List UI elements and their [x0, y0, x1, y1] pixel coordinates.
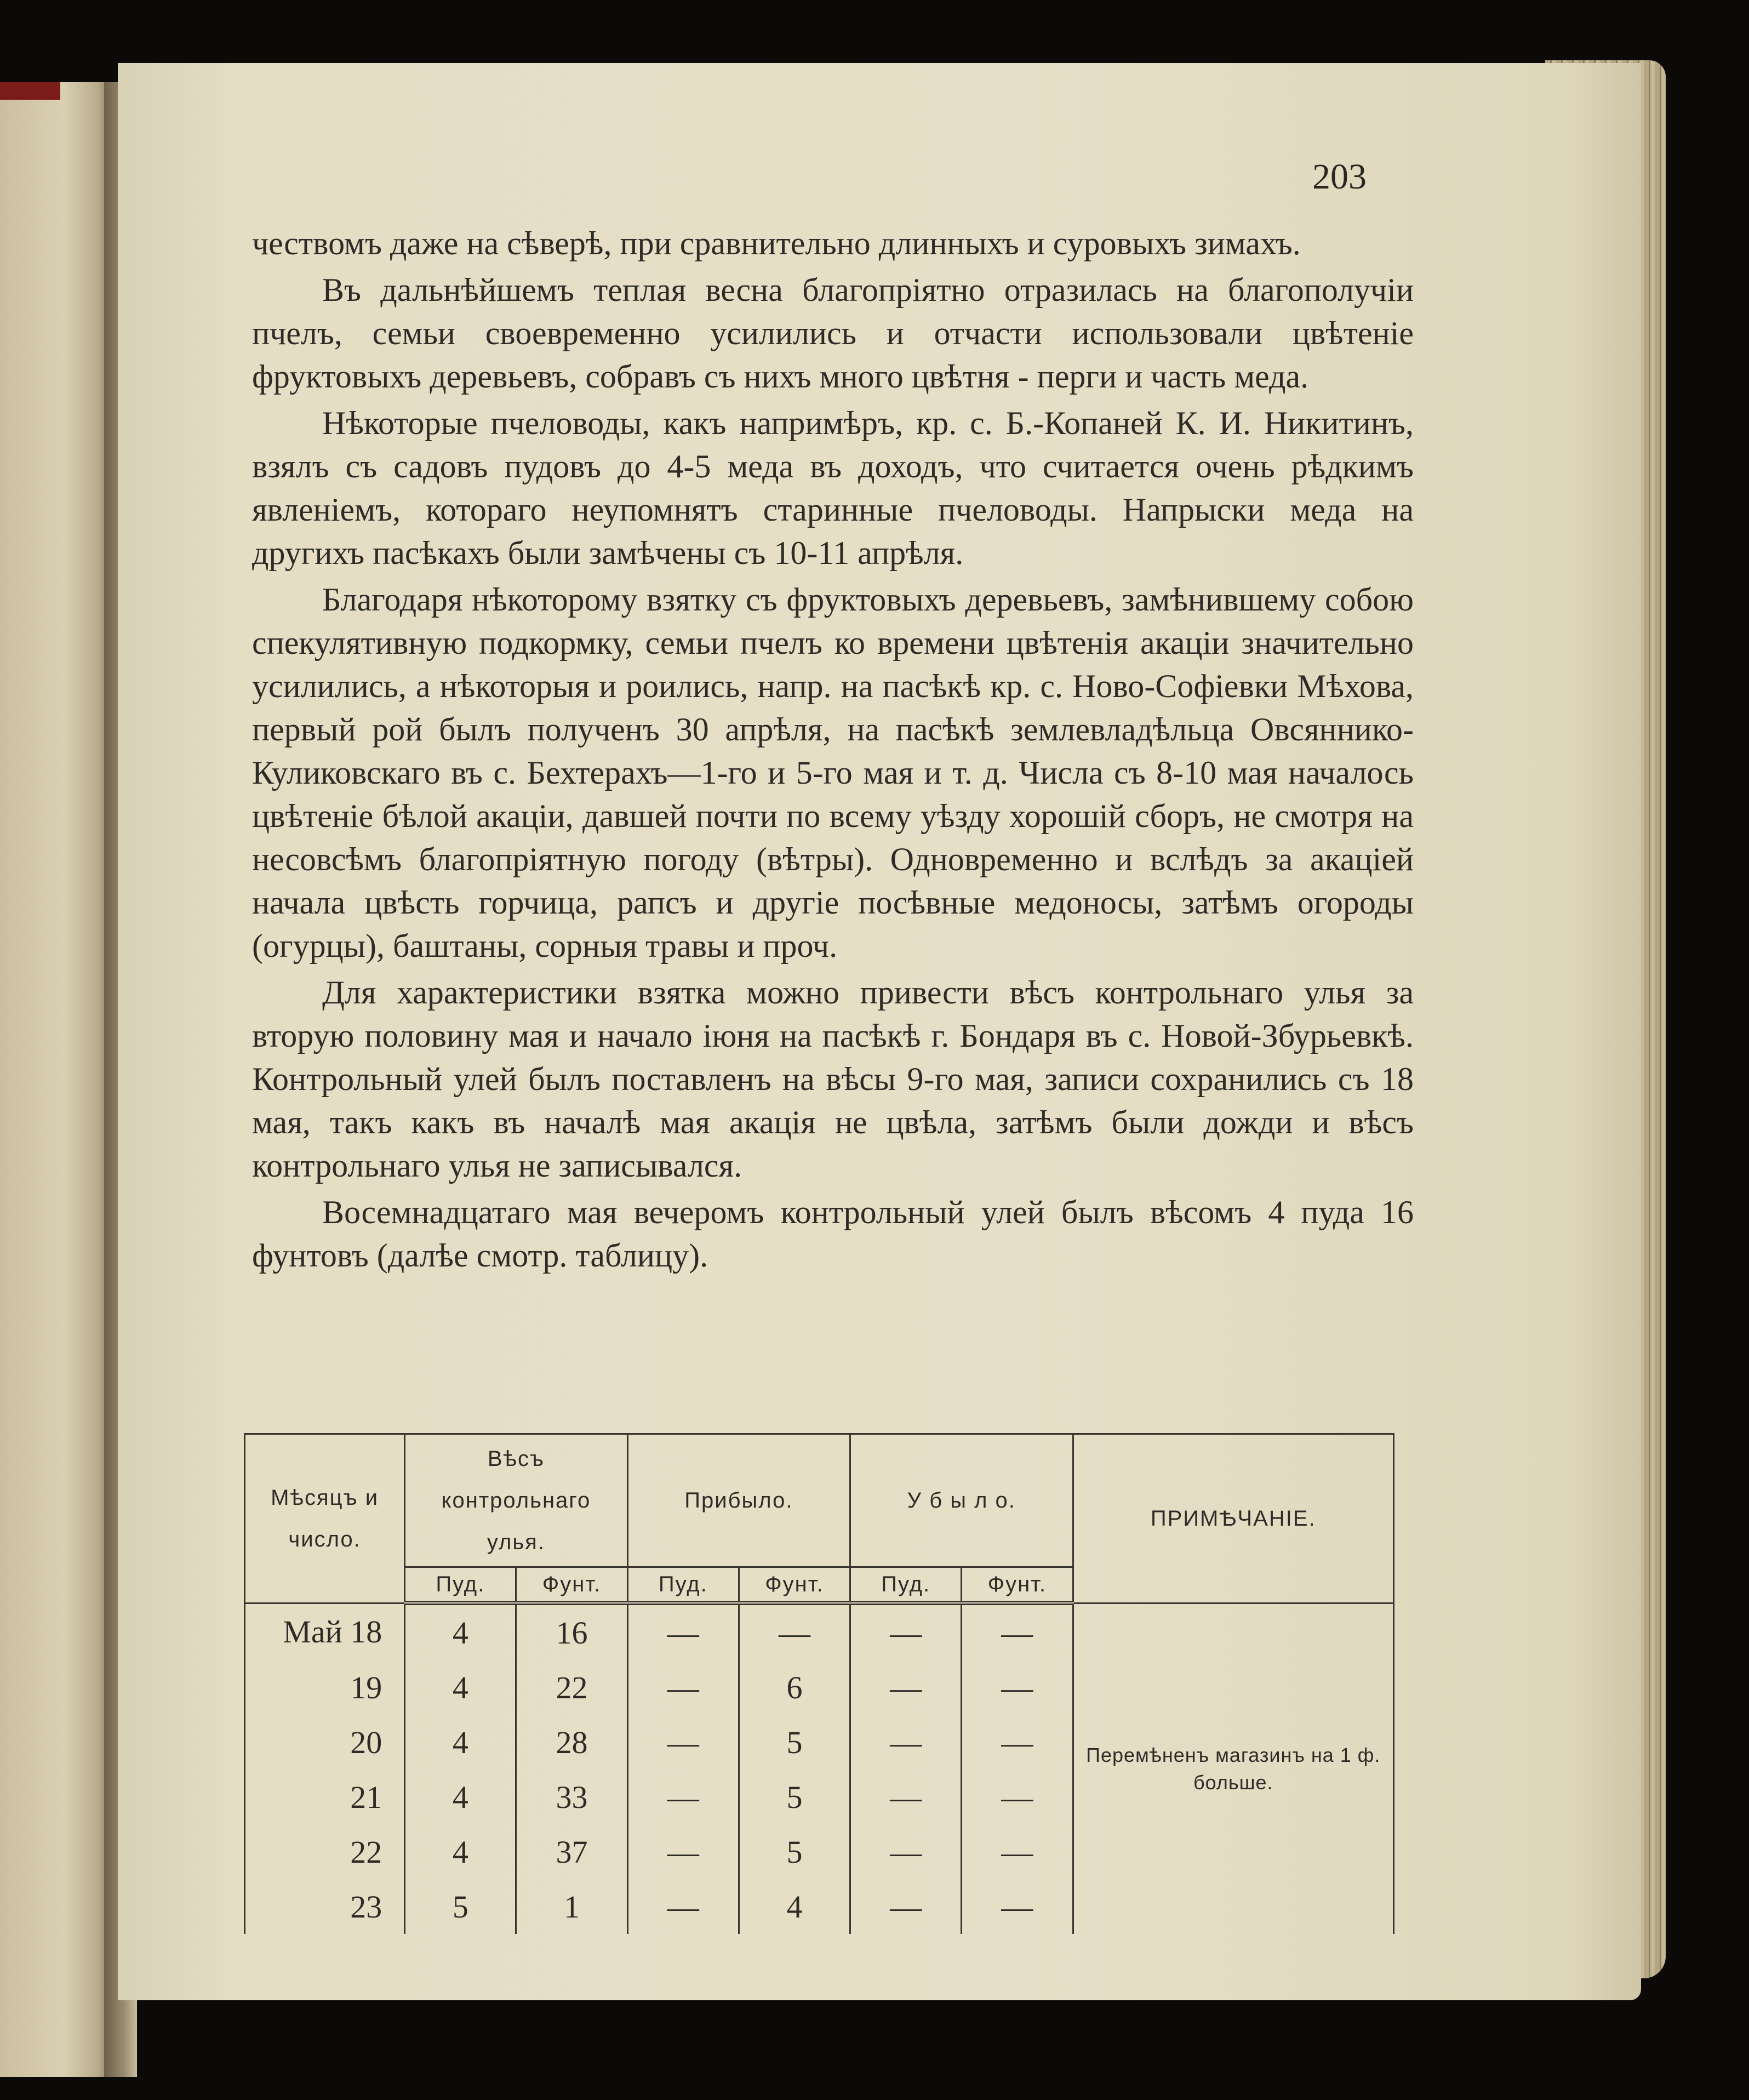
subheader-gained-pud: Пуд.: [627, 1567, 739, 1603]
cell-lost-pud: —: [850, 1770, 962, 1824]
cell-date: 23: [245, 1879, 405, 1934]
cell-date: Май 18: [245, 1603, 405, 1660]
page-number: 203: [1312, 157, 1367, 197]
cell-weight-pud: 4: [405, 1603, 516, 1660]
cell-date: 19: [245, 1660, 405, 1715]
subheader-weight-pud: Пуд.: [405, 1567, 516, 1603]
header-weight: Вѣсъ контрольнаго улья.: [405, 1434, 627, 1567]
cell-gained-pud: —: [627, 1603, 739, 1660]
cell-date: 21: [245, 1770, 405, 1824]
header-lost: У б ы л о.: [850, 1434, 1073, 1567]
cell-gained-pud: —: [627, 1824, 739, 1879]
cell-gained-pud: —: [627, 1770, 739, 1824]
subheader-lost-funt: Фунт.: [962, 1567, 1073, 1603]
cell-weight-pud: 4: [405, 1660, 516, 1715]
paragraph-3: Нѣкоторые пчеловоды, какъ напримѣръ, кр. с. Б.-Копаней К. И. Никитинъ, взялъ съ садовъ пудовъ до 4-5 меда въ доходъ, что считается очень рѣдкимъ явленіемъ, котораго неупомнятъ старинные пчеловоды. Напрыски меда на другихъ пасѣкахъ были замѣчены съ 10-11 апрѣля.: [252, 405, 1414, 571]
left-page-edge: [0, 82, 115, 2077]
paragraph-5: Для характеристики взятка можно привести вѣсъ контрольнаго улья за вторую половину мая и начало іюня на пасѣкѣ г. Бондаря въ с. Новой-Збурьевкѣ. Контрольный улей былъ поставленъ на вѣсы 9-го мая, записи сохранились съ 18 мая, такъ какъ въ началѣ мая акація не цвѣла, затѣмъ были дожди и вѣсъ контрольнаго улья не записывался.: [252, 974, 1414, 1184]
cell-weight-pud: 4: [405, 1824, 516, 1879]
subheader-weight-funt: Фунт.: [516, 1567, 627, 1603]
cell-lost-funt: —: [962, 1660, 1073, 1715]
cell-lost-pud: —: [850, 1715, 962, 1770]
cell-gained-funt: 5: [739, 1715, 850, 1770]
cell-gained-funt: —: [739, 1603, 850, 1660]
paragraph-2: Въ дальнѣйшемъ теплая весна благопріятно отразилась на благополучіи пчелъ, семьи своевременно усилились и отчасти использовали цвѣтеніе фруктовыхъ деревьевъ, собравъ съ нихъ много цвѣтня - перги и часть меда.: [252, 272, 1414, 395]
cell-weight-pud: 4: [405, 1715, 516, 1770]
body-text: [252, 222, 1414, 1277]
subheader-lost-pud: Пуд.: [850, 1567, 962, 1603]
subheader-gained-funt: Фунт.: [739, 1567, 850, 1603]
cell-lost-funt: —: [962, 1603, 1073, 1660]
header-note: ПРИМѢЧАНІЕ.: [1073, 1434, 1393, 1603]
cell-weight-pud: 4: [405, 1770, 516, 1824]
cell-lost-funt: —: [962, 1824, 1073, 1879]
cell-weight-pud: 5: [405, 1879, 516, 1934]
cell-lost-funt: —: [962, 1715, 1073, 1770]
cell-weight-funt: 28: [516, 1715, 627, 1770]
table-row: [245, 1603, 1394, 1660]
cell-date: 20: [245, 1715, 405, 1770]
cell-lost-funt: —: [962, 1770, 1073, 1824]
cell-gained-pud: —: [627, 1879, 739, 1934]
cell-weight-funt: 1: [516, 1879, 627, 1934]
cell-gained-funt: 5: [739, 1770, 850, 1824]
hive-weight-table: [244, 1433, 1394, 1934]
cell-gained-funt: 6: [739, 1660, 850, 1715]
cell-lost-funt: —: [962, 1879, 1073, 1934]
paragraph-1: чествомъ даже на сѣверѣ, при сравнительно длинныхъ и суровыхъ зимахъ.: [252, 225, 1301, 261]
cell-gained-pud: —: [627, 1715, 739, 1770]
cell-lost-pud: —: [850, 1603, 962, 1660]
cell-lost-pud: —: [850, 1879, 962, 1934]
cell-gained-funt: 5: [739, 1824, 850, 1879]
paragraph-4: Благодаря нѣкоторому взятку съ фруктовыхъ деревьевъ, замѣнившему собою спекулятивную подкормку, семьи пчелъ ко времени цвѣтенія акаціи значительно усилились, а нѣкоторыя и роились, напр. на пасѣкѣ кр. с. Ново-Софіевки Мѣхова, первый рой былъ полученъ 30 апрѣля, на пасѣкѣ землевладѣльца Овсяннико-Куликовскаго въ с. Бехтерахъ—1-го и 5-го мая и т. д. Числа съ 8-10 мая началось цвѣтеніе бѣлой акаціи, давшей почти по всему уѣзду хорошій сборъ, не смотря на несовсѣмъ благопріятную погоду (вѣтры). Одновременно и вслѣдъ за акаціей начала цвѣсть горчица, рапсъ и другіе посѣвные медоносы, затѣмъ огороды (огурцы), баштаны, сорныя травы и проч.: [252, 581, 1414, 964]
cell-note: Перемѣненъ магазинъ на 1 ф. больше.: [1073, 1603, 1393, 1934]
header-gained: Прибыло.: [627, 1434, 850, 1567]
bookmark-ribbon: [0, 82, 60, 100]
cell-weight-funt: 37: [516, 1824, 627, 1879]
cell-date: 22: [245, 1824, 405, 1879]
cell-weight-funt: 16: [516, 1603, 627, 1660]
cell-lost-pud: —: [850, 1660, 962, 1715]
cell-weight-funt: 33: [516, 1770, 627, 1824]
cell-gained-pud: —: [627, 1660, 739, 1715]
cell-gained-funt: 4: [739, 1879, 850, 1934]
paragraph-6: Восемнадцатаго мая вечеромъ контрольный улей былъ вѣсомъ 4 пуда 16 фунтовъ (далѣе смотр. таблицу).: [252, 1194, 1414, 1274]
cell-lost-pud: —: [850, 1824, 962, 1879]
header-month: Мѣсяцъ и число.: [245, 1434, 405, 1603]
cell-weight-funt: 22: [516, 1660, 627, 1715]
